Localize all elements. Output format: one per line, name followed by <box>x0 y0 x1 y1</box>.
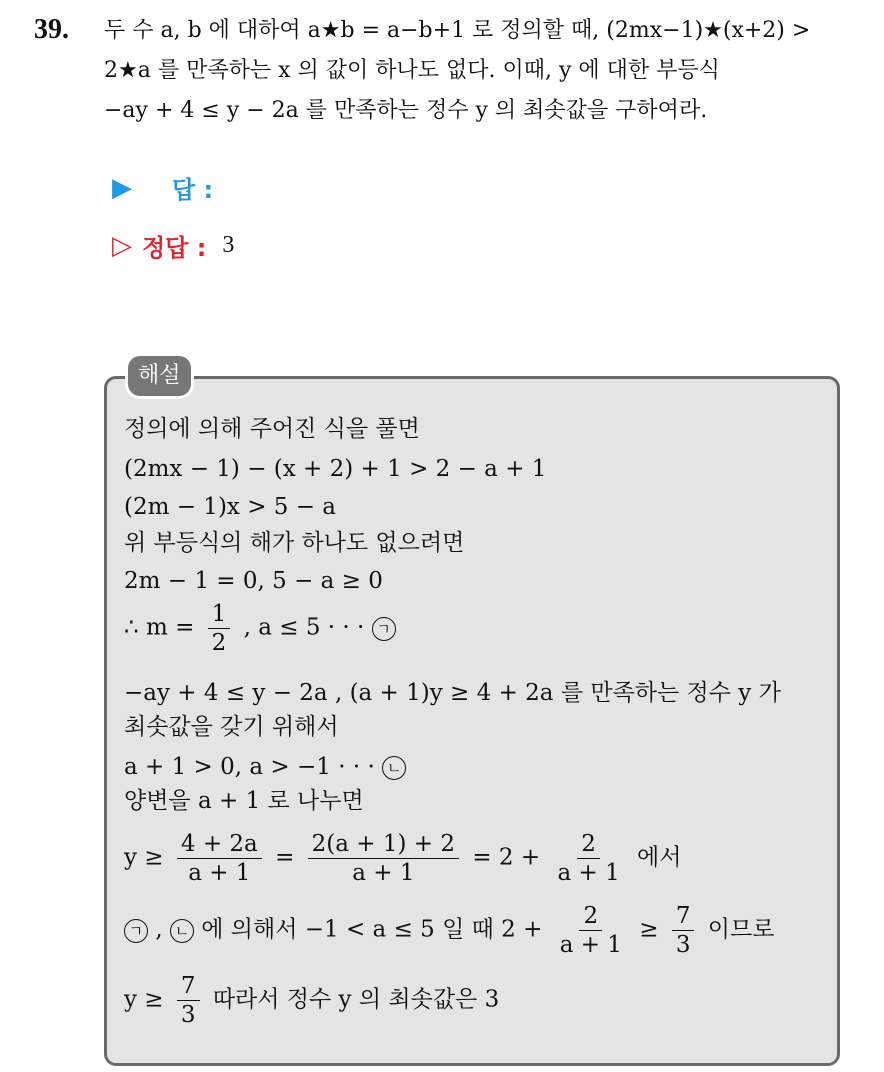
denominator: a + 1 <box>557 860 620 886</box>
problem-line-3: −ay + 4 ≤ y − 2a 를 만족하는 정수 y 의 최솟값을 구하여라. <box>104 98 708 123</box>
denominator: 3 <box>180 1002 196 1028</box>
solution-line-fractions <box>124 830 681 887</box>
problem-line-1: 두 수 a, b 에 대하여 a★b = a−b+1 로 정의할 때, (2mx−1)★(x+2) > <box>104 18 811 43</box>
solution-line: 2m − 1 = 0, 5 − a ≥ 0 <box>124 568 383 594</box>
numerator: 4 + 2a <box>177 830 262 859</box>
numerator: 2(a + 1) + 2 <box>308 830 459 859</box>
text: , <box>155 916 163 943</box>
solution-line-fraction <box>124 972 499 1029</box>
answer-row <box>112 170 213 205</box>
text: y ≥ <box>124 844 164 871</box>
solution-line-circled <box>124 752 406 782</box>
circled-nieun-icon: ㄴ <box>170 919 194 943</box>
solution-line: 정의에 의해 주어진 식을 풀면 <box>124 416 420 442</box>
text: ≥ <box>639 916 659 943</box>
text: a + 1 > 0, a > −1 · · · <box>124 754 375 780</box>
solution-line-fraction <box>124 600 396 657</box>
solution-line: −ay + 4 ≤ y − 2a , (a + 1)y ≥ 4 + 2a 를 만족하는 정수 y 가 <box>124 680 781 706</box>
text: 에 의해서 −1 < a ≤ 5 일 때 2 + <box>201 916 543 943</box>
text: y ≥ <box>124 986 164 1013</box>
correct-answer-label: 정답 : <box>142 234 207 262</box>
denominator: a + 1 <box>188 860 251 886</box>
denominator: 2 <box>211 630 227 656</box>
denominator: 3 <box>675 932 691 958</box>
denominator: a + 1 <box>559 932 622 958</box>
numerator: 7 <box>177 972 200 1001</box>
denominator: a + 1 <box>352 860 415 886</box>
text: = 2 + <box>472 844 541 871</box>
text: 이므로 <box>707 916 775 943</box>
text: ∴ m = <box>124 614 195 641</box>
numerator: 2 <box>579 902 602 931</box>
circled-nieun-icon: ㄴ <box>382 756 406 780</box>
outline-arrow-icon: ▷ <box>112 230 132 261</box>
text: = <box>275 844 295 871</box>
problem-number: 39. <box>34 14 69 45</box>
fraction <box>556 902 626 959</box>
fraction <box>553 830 623 887</box>
fraction <box>308 830 459 887</box>
numerator: 1 <box>208 600 231 629</box>
numerator: 7 <box>672 902 695 931</box>
solution-line: 양변을 a + 1 로 나누면 <box>124 788 364 814</box>
circled-giyeok-icon: ㄱ <box>372 617 396 641</box>
play-arrow-icon: ▶ <box>112 172 132 203</box>
solution-line: (2m − 1)x > 5 − a <box>124 494 337 520</box>
answer-label: 답 : <box>172 176 214 204</box>
problem-line-2: 2★a 를 만족하는 x 의 값이 하나도 없다. 이때, y 에 대한 부등식 <box>104 58 720 83</box>
fraction <box>208 600 231 657</box>
text: 에서 <box>637 844 682 871</box>
solution-line: 위 부등식의 해가 하나도 없으려면 <box>124 530 465 556</box>
numerator: 2 <box>577 830 600 859</box>
solution-line-fractions <box>124 902 774 959</box>
fraction <box>672 902 695 959</box>
correct-answer-row <box>112 228 234 263</box>
circled-giyeok-icon: ㄱ <box>124 919 148 943</box>
solution-line: (2mx − 1) − (x + 2) + 1 > 2 − a + 1 <box>124 456 547 482</box>
fraction <box>177 972 200 1029</box>
text: 따라서 정수 y 의 최솟값은 3 <box>212 986 500 1013</box>
correct-answer-value: 3 <box>222 232 235 258</box>
solution-line: 최솟값을 갖기 위해서 <box>124 714 339 740</box>
text: , a ≤ 5 · · · <box>243 614 365 641</box>
fraction <box>177 830 262 887</box>
solution-tag: 해설 <box>128 356 191 396</box>
